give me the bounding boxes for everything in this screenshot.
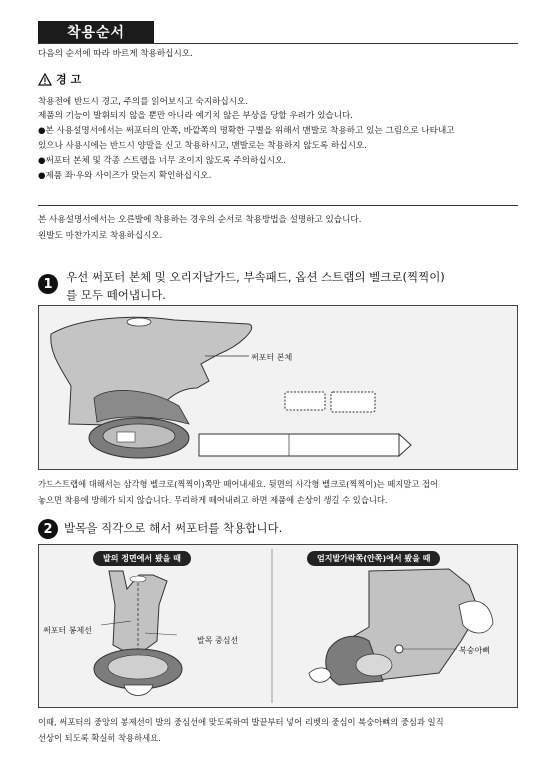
label-ankle-bone: 복숭아뼈 xyxy=(459,646,490,655)
step1-illustration xyxy=(39,306,517,469)
warning-line: 착용전에 반드시 경고, 주의를 읽어보시고 숙지하십시오. xyxy=(38,97,249,107)
warning-line: 있으나 사용시에는 반드시 양말을 신고 착용하시고, 맨발로는 착용하지 않도록 하십시오. xyxy=(38,141,367,151)
step2-caption: 선상이 되도록 확실히 착용하세요. xyxy=(38,733,161,743)
warning-triangle-icon xyxy=(38,73,52,86)
step2-caption: 이때, 써포터의 중앙의 봉제선이 발의 중심선에 맞도록하여 발끝부터 넣어 리벳의 중심이 복숭아뼈의 중심과 일직 xyxy=(38,717,444,727)
step1-caption: 가드스트랩에 대해서는 삼각형 벨크로(찍찍이)쪽만 떼어내세요. 뒷면의 사각형 벨크로(찍찍이)는 떼지말고 접어 xyxy=(38,479,438,489)
warning-heading xyxy=(38,71,81,87)
section-title: 착용순서 xyxy=(38,21,154,43)
warning-line: ●제품 좌·우와 사이즈가 맞는지 확인하십시오. xyxy=(38,171,212,181)
intro-text: 다음의 순서에 따라 바르게 착용하십시오. xyxy=(38,49,193,59)
warning-line: ●써포터 본체 및 각종 스트랩을 너무 조이지 않도록 주의하십시오. xyxy=(38,156,286,166)
step2-illustration xyxy=(39,545,517,707)
step2-illustration-panel xyxy=(38,544,518,708)
label-ankle-center: 발목 중심선 xyxy=(197,636,239,645)
step1-text: 우선 써포터 본체 및 오리지날가드, 부속패드, 옵션 스트랩의 벨크로(찍찍이) xyxy=(66,270,445,284)
step2-text: 발목을 직각으로 해서 써포터를 착용합니다. xyxy=(64,521,283,535)
step1-number-badge: 1 xyxy=(38,274,58,294)
label-supporter-body: 써포터 본체 xyxy=(251,353,293,362)
side-view-title: 엄지발가락쪽(안쪽)에서 봤을 때 xyxy=(307,551,440,566)
step1-illustration-panel xyxy=(38,305,518,470)
note-line: 본 사용설명서에서는 오른발에 착용하는 경우의 순서로 착용방법을 설명하고 있습니다. xyxy=(38,215,362,225)
step1-caption: 놓으면 착용에 방해가 되지 않습니다. 무리하게 떼어내려고 하면 제품에 손상이 생길 수 있습니다. xyxy=(38,495,388,505)
section-divider xyxy=(38,205,518,206)
warning-title: 경 고 xyxy=(56,73,82,86)
warning-line: ●본 사용설명서에서는 써포터의 안쪽, 바깥쪽의 명확한 구별을 위해서 맨발로 착용하고 있는 그림으로 나타내고 xyxy=(38,126,455,136)
label-seam-line: 써포터 봉제선 xyxy=(43,626,92,635)
warning-line: 제품의 기능이 발휘되지 않을 뿐만 아니라 예기치 않은 부상을 당할 우려가 있습니다. xyxy=(38,111,354,121)
step2-number-badge: 2 xyxy=(38,519,58,539)
title-rule xyxy=(38,43,518,44)
note-line: 왼발도 마찬가지로 착용하십시오. xyxy=(38,231,163,241)
front-view-title: 발의 정면에서 봤을 때 xyxy=(93,551,191,566)
step1-text: 를 모두 떼어냅니다. xyxy=(66,288,166,302)
